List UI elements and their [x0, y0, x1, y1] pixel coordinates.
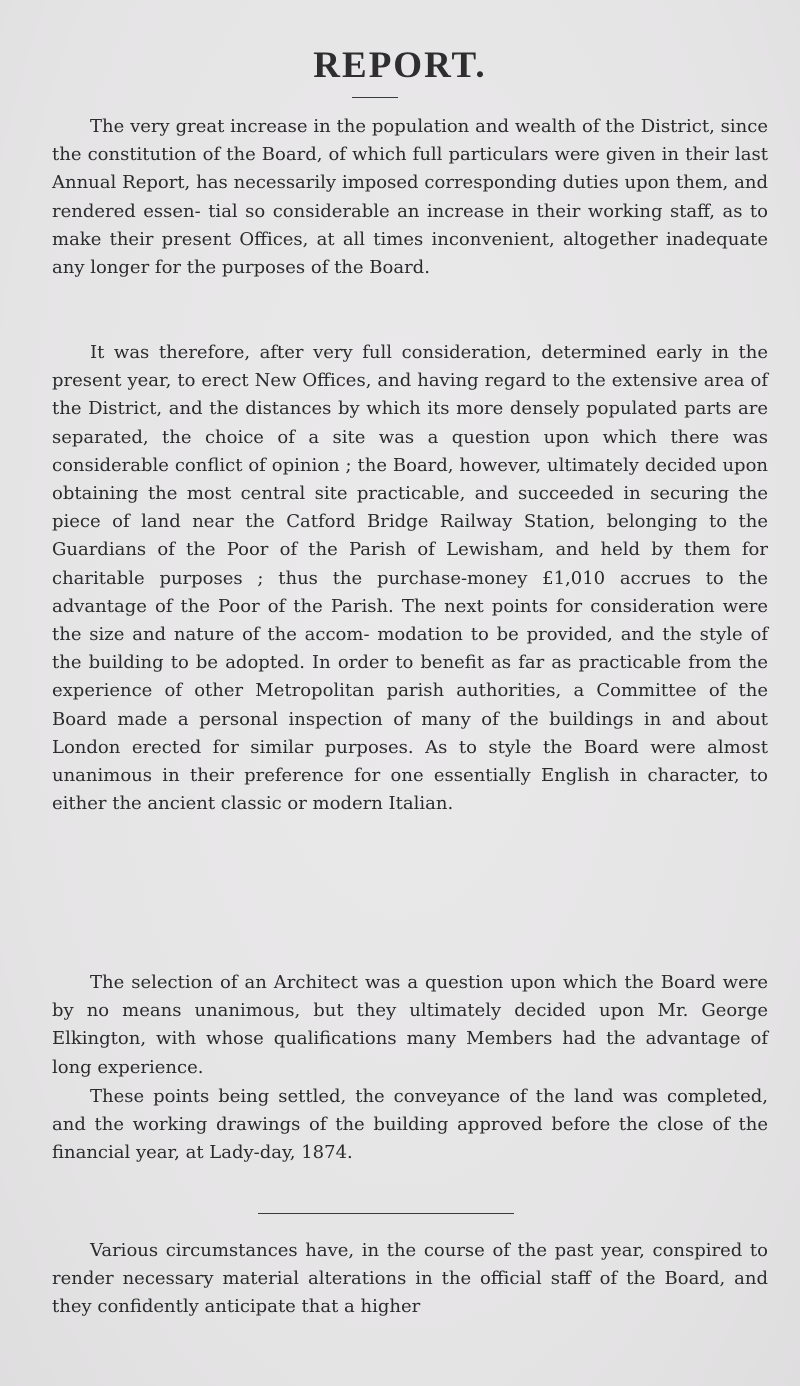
page-title: REPORT. — [313, 45, 487, 86]
paragraph-architect-selection: The selection of an Architect was a question upon which the Board were by no means unanimous, but they ultimately decided upon Mr. George Elkington, with whose qualifications many Members had the advantage of long experience. — [52, 972, 768, 1078]
paragraph-site-selection: It was therefore, after very full consideration, determined early in the present year, to erect New Offices, and having regard to the extensive area of the District, and the distances by which its more densely populated parts are separated, the choice of a site was a question upon which there was considerable conflict of opinion ; the Board, however, ultimately decided upon obtaining the most central site practicable, and succeeded in securing the piece of land near the Catford Bridge Railway Station, belonging to the Guardians of the Poor of the Parish of Lewisham, and held by them for charitable purposes ; thus the purchase-money £1,010 accrues to the advantage of the Poor of the Parish. The next points for consideration were the size and nature of the accom- modation to be provided, and the style of the building to be adopted. In order to benefit as far as practicable from the experience of other Metropolitan parish authorities, a Committee of the Board made a personal inspection of many of the buildings in and about London erected for similar purposes. As to style the Board were almost unanimous in their preference for one essentially English in character, to either the ancient classic or modern Italian. — [52, 342, 768, 815]
section-divider — [258, 1213, 514, 1214]
title-divider — [352, 97, 398, 98]
paragraph-staff-alterations: Various circumstances have, in the course of the past year, conspired to render necessary material alterations in the official staff of the Board, and they confidently anticipate that a higher — [52, 1240, 768, 1318]
paragraph-conveyance-completed: These points being settled, the conveyance of the land was completed, and the working drawings of the building approved before the close of the financial year, at Lady-day, 1874. — [52, 1086, 768, 1164]
paragraph-offices-inadequate: The very great increase in the population and wealth of the District, since the constitution of the Board, of which full particulars were given in their last Annual Report, has necessarily imposed corresponding duties upon them, and rendered essen- tial so considerable an increase in their working staff, as to make their present Offices, at all times inconvenient, altogether inadequate any longer for the purposes of the Board. — [52, 116, 768, 279]
